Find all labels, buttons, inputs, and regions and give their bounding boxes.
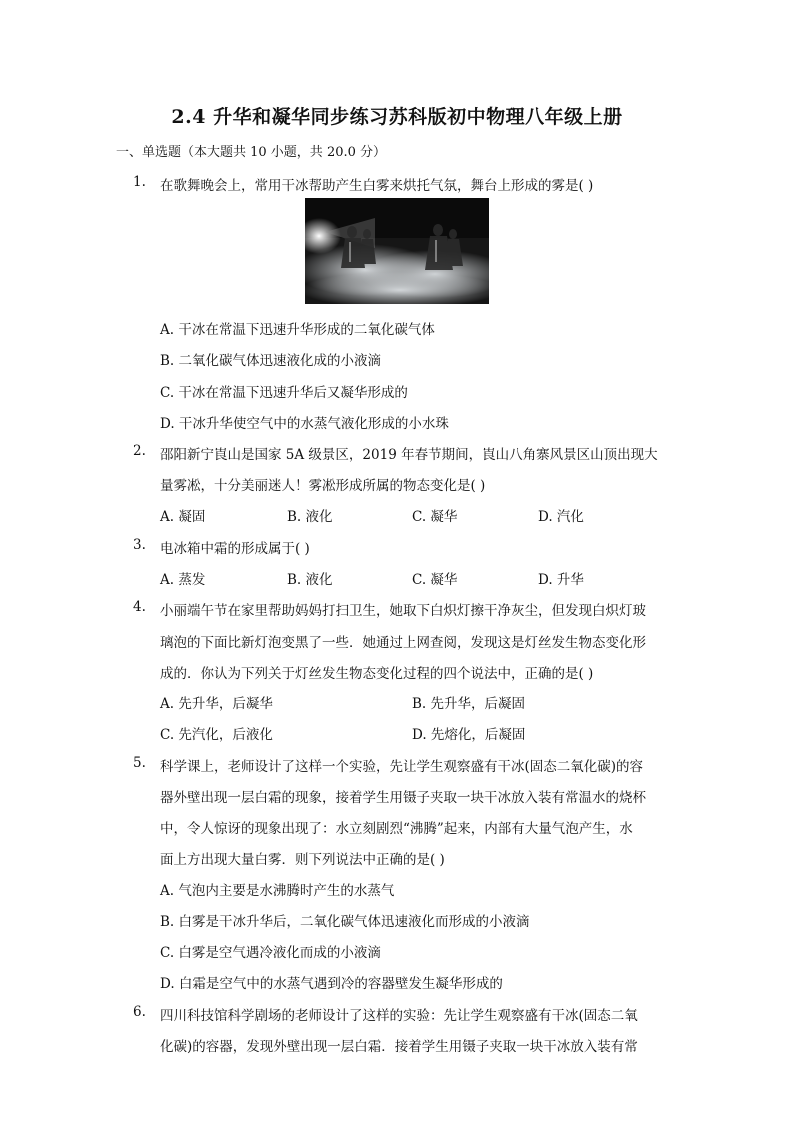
option-d: D. 干冰升华使空气中的水蒸气液化形成的小水珠 [160,416,449,432]
question-number: 5. [133,755,146,771]
question-text: 在歌舞晚会上，常用干冰帮助产生白雾来烘托气氛，舞台上形成的雾是( ) [160,178,594,194]
option-b: B. 液化 [287,572,333,588]
option-c: C. 干冰在常温下迅速升华后又凝华形成的 [160,385,408,401]
option-b: B. 液化 [287,509,333,525]
question-number: 3. [133,537,146,553]
question-text-line: 小丽端午节在家里帮助妈妈打扫卫生，她取下白炽灯擦干净灰尘，但发现白炽灯玻 [160,603,646,619]
option-d: D. 升华 [538,572,584,588]
section-heading: 一、单选题（本大题共 10 小题，共 20.0 分） [116,145,387,160]
question-text-line: 科学课上，老师设计了这样一个实验，先让学生观察盛有干冰(固态二氧化碳)的容 [160,759,644,775]
question-number: 6. [133,1004,146,1020]
option-a: A. 先升华，后凝华 [160,696,273,712]
question-text-line: 四川科技馆科学剧场的老师设计了这样的实验：先让学生观察盛有干冰(固态二氧 [160,1008,638,1024]
stage-fog-photo [305,198,489,304]
page-title: 2.4 升华和凝华同步练习苏科版初中物理八年级上册 [171,106,623,128]
option-d: D. 先熔化，后凝固 [412,727,526,743]
option-b: B. 白雾是干冰升华后，二氧化碳气体迅速液化而形成的小液滴 [160,914,530,930]
question-text-line: 量雾凇，十分美丽迷人！雾凇形成所属的物态变化是( ) [160,478,486,494]
option-c: C. 凝华 [412,509,458,525]
question-text-line: 璃泡的下面比新灯泡变黑了一些．她通过上网查阅，发现这是灯丝发生物态变化形 [160,635,646,651]
option-c: C. 白雾是空气遇冷液化而成的小液滴 [160,945,381,961]
option-c: C. 先汽化，后液化 [160,727,273,743]
question-text-line: 成的．你认为下列关于灯丝发生物态变化过程的四个说法中，正确的是( ) [160,666,594,682]
option-a: A. 蒸发 [160,572,206,588]
question-number: 2. [133,443,146,459]
question-number: 4. [133,599,146,615]
question-text: 电冰箱中霜的形成属于( ) [160,541,310,557]
option-a: A. 气泡内主要是水沸腾时产生的水蒸气 [160,883,395,899]
option-b: B. 先升华，后凝固 [412,696,526,712]
question-text-line: 面上方出现大量白雾．则下列说法中正确的是( ) [160,852,445,868]
option-a: A. 干冰在常温下迅速升华形成的二氧化碳气体 [160,322,435,338]
question-text-line: 邵阳新宁崀山是国家 5A 级景区，2019 年春节期间，崀山八角寨风景区山顶出现大 [160,447,658,463]
option-c: C. 凝华 [412,572,458,588]
question-number: 1. [133,174,146,190]
option-d: D. 白霜是空气中的水蒸气遇到冷的容器壁发生凝华形成的 [160,976,503,992]
question-text-line: 化碳)的容器，发现外壁出现一层白霜．接着学生用镊子夹取一块干冰放入装有常 [160,1039,638,1055]
option-a: A. 凝固 [160,509,206,525]
question-text-line: 中，令人惊讶的现象出现了：水立刻剧烈“沸腾”起来，内部有大量气泡产生，水 [160,821,633,837]
question-text-line: 器外壁出现一层白霜的现象，接着学生用镊子夹取一块干冰放入装有常温水的烧杯 [160,790,646,806]
option-d: D. 汽化 [538,509,584,525]
option-b: B. 二氧化碳气体迅速液化成的小液滴 [160,353,382,369]
